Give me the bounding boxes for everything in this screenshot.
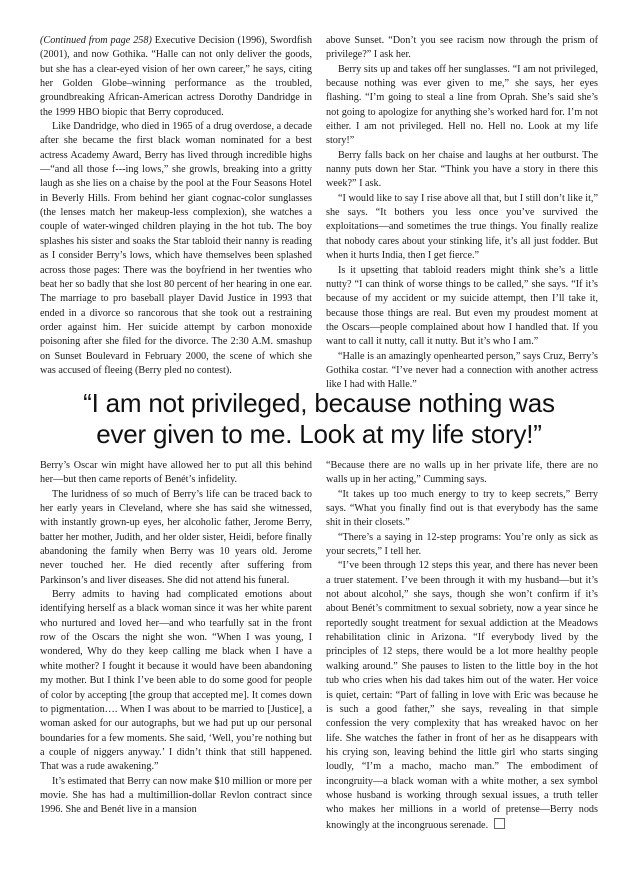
end-of-article-icon [494, 818, 505, 829]
pull-quote-line: “I am not privileged, because nothing was [83, 388, 555, 418]
article-paragraph: The luridness of so much of Berry’s life can be traced back to her early years in Cleveland, where she has said she witnessed, with instantly grown-up eyes, her alcoholic father, Jerome Berry, batter her mother, Judith, and her older sister, Heidi, before finally abandoning the family when Berry was 10 years old. Jerome never touched her. He died recently after suffering from Parkinson’s and liver diseases. She did not attend his funeral. [40, 488, 312, 586]
pull-quote-line: ever given to me. Look at my life story!” [96, 419, 542, 449]
article-paragraph: “Because there are no walls up in her private life, there are no walls up in her acting,” Cumming says. [326, 460, 598, 486]
article-column-bottom-left [40, 459, 312, 818]
article-paragraph: “There’s a saying in 12-step programs: You’re only as sick as your secrets,” I tell her. [326, 531, 598, 558]
article-paragraph: “It takes up too much energy to try to keep secrets,” Berry says. “What you finally find out is that everybody has the same shit in their closets.” [326, 488, 598, 529]
article-paragraph: “I would like to say I rise above all that, but I still don’t like it,” she says. “It bothers you less once you’ve survived the exploitations—and sometimes the true things. You finally realize that nobody cares about your stinking life, it’s all just fodder. But when it hurts India, then I get fierce.” [326, 192, 598, 262]
article-paragraph: above Sunset. “Don’t you see racism now through the prism of privilege?” I ask her. [326, 35, 598, 61]
article-column-top-right [326, 34, 598, 393]
article-paragraph: “Halle is an amazingly openhearted person,” says Cruz, Berry’s Gothika costar. “I’ve never had a connection with another actress like I had with Halle.” [326, 350, 598, 391]
article-paragraph: Berry sits up and takes off her sunglasses. “I am not privileged, because nothing was ever given to me,” she says, her eyes flashing. “I’m going to steal a line from Oprah. She’s said she’s not going to apologize for anything she’s worked hard for. I’m not either. I am not privileged. Hell no. Hell no. Look at my life story!” [326, 63, 598, 147]
article-paragraph: It’s estimated that Berry can now make $10 million or more per movie. She has had a multimillion-dollar Revlon contract since 1996. She and Benét live in a mansion [40, 775, 312, 816]
article-paragraph: Berry’s Oscar win might have allowed her to put all this behind her—but then came reports of Benét’s infidelity. [40, 460, 312, 486]
article-paragraph: Berry falls back on her chaise and laughs at her outburst. The nanny puts down her Star. “Think you have a story in there this week?” I ask. [326, 149, 598, 190]
article-column-bottom-right [326, 459, 598, 833]
pull-quote [40, 388, 598, 450]
article-paragraph: Is it upsetting that tabloid readers might think she’s a little nutty? “I can think of worse things to be called,” she says. “If it’s because of my accident or my suicide attempt, then I’ll take it, because those things are real. But even my proudest moment at the Oscars—people complained about how I handled that. If you want to call it nutty, call it nutty. But it’s who I am.” [326, 264, 598, 348]
article-paragraph: “I’ve been through 12 steps this year, and there has never been a truer statement. I’ve been through it with my husband—but it’s not about alcohol,” she says, though she won’t confirm if it’s about Benét’s commitment to sexual sobriety, now a year since he reportedly sought treatment for sexual addiction at the Meadows rehabilitation clinic in Arizona. “If everybody lived by the principles of 12 steps, there would be a lot more healthy people walking around.” She pauses to listen to the little boy in the hot tub who cries when his dad takes him out of the water. Her voice is quiet, certain: “Part of falling in love with Eric was because he is such a good father,” she says, revealing in that simple confession the very complexity that has wreaked havoc on her life. She watches the father in front of her as he disappears with his crying son, leaving behind the little girl who starts singing loudly, “I’m a macho, macho man.” The embodiment of incongruity—a black woman with a white mother, a sex symbol whose husband is working through sexual issues, a truth teller who makes her millions in a world of pretense—Berry nods knowingly at the incongruous serenade. [326, 560, 598, 831]
article-column-top-left [40, 34, 312, 378]
continued-note: (Continued from page 258) [40, 35, 152, 46]
article-paragraph: Berry admits to having had complicated emotions about identifying herself as a black woman since it was her white parent who nurtured and loved her—and who tearfully sat in the front row of the Oscars the night she won. “When I was young, I wondered, Why do they keep calling me black when I have a white mother? I fought it because it would have been abandoning my mother. But I think I’ve been able to do some good for people of color by accepting [the group that accepted me]. It comes down to pigmentation…. When I was about to be married to [Justice], a woman asked for our autographs, but we had put up our personal boundaries for a few moments. She said, ‘Well, you’re nothing but a couple of niggers anyway.’ I didn’t think that still happened. That was a rude awakening.” [40, 589, 312, 773]
article-paragraph: Like Dandridge, who died in 1965 of a drug overdose, a decade after she became the first black woman nominated for a best actress Academy Award, Berry has lived through incredible highs—“and all those f---ing lows,” she growls, breaking into a gritty laugh as she lies on a chaise by the pool at the Four Seasons Hotel in Beverly Hills. From behind her giant cognac-color sunglasses (the lenses match her makeup-less complexion), she watches a couple of water-winged children playing in the hot tub. The boy splashes his sister and soaks the Star tabloid their nanny is reading as I consider Berry’s lows, which have themselves been splashed across those pages: There was the boyfriend in her twenties who beat her so badly that she lost 80 percent of her hearing in one ear. The marriage to pro baseball player David Justice in 1993 that ended in a divorce so rancorous that she took out a restraining order against him. Her suicide attempt by carbon monoxide poisoning after she filed for the divorce. The 2:30 A.M. smashup on Sunset Boulevard in February 2000, the scene of which she was accused of fleeing (Berry pled no contest). [40, 121, 312, 376]
article-paragraph: (Continued from page 258) Executive Decision (1996), Swordfish (2001), and now Gothika. “Halle can not only deliver the goods, but she has a clear-eyed vision of her own career,” he says, citing her Golden Globe–winning performance as the troubled, groundbreaking African-American actress Dorothy Dandridge in the 1999 HBO biopic that Berry coproduced. [40, 35, 312, 118]
